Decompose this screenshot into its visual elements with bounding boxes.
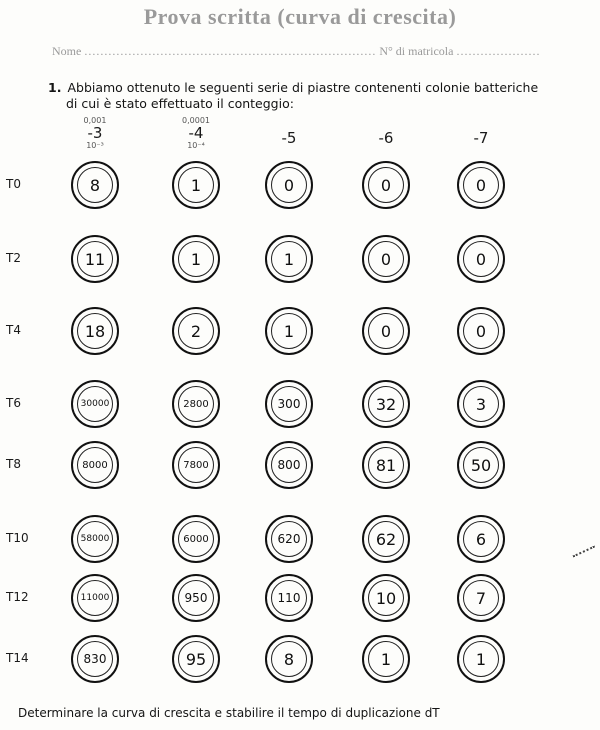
petri-plate bbox=[172, 635, 220, 683]
petri-plate bbox=[265, 515, 313, 563]
petri-plate bbox=[362, 515, 410, 563]
colony-count: 18 bbox=[77, 313, 113, 349]
colony-count: 8 bbox=[271, 641, 307, 677]
colony-count: 0 bbox=[463, 313, 499, 349]
petri-plate bbox=[172, 235, 220, 283]
petri-plate bbox=[457, 441, 505, 489]
colony-count: 1 bbox=[368, 641, 404, 677]
petri-plate bbox=[71, 235, 119, 283]
petri-plate bbox=[265, 380, 313, 428]
petri-plate bbox=[265, 635, 313, 683]
petri-plate bbox=[265, 307, 313, 355]
matricola-label: N° di matricola bbox=[379, 44, 454, 58]
colony-count: 8000 bbox=[77, 447, 113, 483]
colony-count: 8 bbox=[77, 167, 113, 203]
colony-count: 58000 bbox=[77, 521, 113, 557]
petri-plate bbox=[172, 380, 220, 428]
colony-count: 830 bbox=[77, 641, 113, 677]
petri-plate bbox=[265, 235, 313, 283]
page-title: Prova scritta (curva di crescita) bbox=[143, 4, 457, 29]
petri-plate bbox=[457, 574, 505, 622]
petri-plate bbox=[457, 161, 505, 209]
time-label: T0 bbox=[6, 177, 21, 191]
colony-count: 6 bbox=[463, 521, 499, 557]
petri-plate bbox=[172, 515, 220, 563]
petri-plate bbox=[265, 161, 313, 209]
question-text bbox=[48, 80, 568, 112]
colony-count: 0 bbox=[368, 241, 404, 277]
student-fields bbox=[52, 44, 572, 59]
colony-count: 0 bbox=[368, 313, 404, 349]
petri-plate bbox=[457, 515, 505, 563]
colony-count: 0 bbox=[271, 167, 307, 203]
colony-count: 620 bbox=[271, 521, 307, 557]
dilution-power-note: 10⁻³ bbox=[86, 141, 104, 150]
colony-count: 50 bbox=[463, 447, 499, 483]
colony-count: 7 bbox=[463, 580, 499, 616]
colony-count: 0 bbox=[463, 241, 499, 277]
column-header bbox=[166, 116, 226, 150]
footer-instruction: Determinare la curva di crescita e stabilire il tempo di duplicazione dT bbox=[18, 706, 440, 720]
matricola-field-dots: ..................... bbox=[456, 44, 541, 58]
pen-mark bbox=[573, 545, 600, 566]
time-label: T12 bbox=[6, 590, 29, 604]
column-header bbox=[65, 116, 125, 150]
petri-plate bbox=[71, 380, 119, 428]
time-label: T4 bbox=[6, 323, 21, 337]
dilution-exponent: -3 bbox=[87, 124, 103, 142]
column-header bbox=[259, 130, 319, 146]
petri-plate bbox=[457, 380, 505, 428]
colony-count: 1 bbox=[178, 241, 214, 277]
petri-plate bbox=[362, 307, 410, 355]
petri-plate bbox=[265, 441, 313, 489]
petri-plate bbox=[457, 235, 505, 283]
colony-count: 81 bbox=[368, 447, 404, 483]
colony-count: 1 bbox=[463, 641, 499, 677]
petri-plate bbox=[362, 380, 410, 428]
petri-plate bbox=[362, 235, 410, 283]
petri-plate bbox=[265, 574, 313, 622]
colony-count: 1 bbox=[271, 241, 307, 277]
time-label: T6 bbox=[6, 396, 21, 410]
colony-count: 950 bbox=[178, 580, 214, 616]
dilution-exponent: -5 bbox=[281, 129, 297, 147]
colony-count: 0 bbox=[463, 167, 499, 203]
question-line-1: Abbiamo ottenuto le seguenti serie di piastre contenenti colonie batteriche bbox=[67, 80, 539, 95]
petri-plate bbox=[172, 307, 220, 355]
petri-plate bbox=[362, 161, 410, 209]
petri-plate bbox=[362, 441, 410, 489]
petri-plate bbox=[71, 161, 119, 209]
colony-count: 10 bbox=[368, 580, 404, 616]
colony-count: 0 bbox=[368, 167, 404, 203]
petri-plate bbox=[71, 307, 119, 355]
dilution-exponent: -6 bbox=[378, 129, 394, 147]
colony-count: 1 bbox=[271, 313, 307, 349]
colony-count: 2800 bbox=[178, 386, 214, 422]
dilution-decimal-note: 0,001 bbox=[83, 116, 107, 125]
petri-plate bbox=[457, 307, 505, 355]
petri-plate bbox=[362, 635, 410, 683]
question-number: 1. bbox=[48, 80, 62, 95]
petri-plate bbox=[71, 574, 119, 622]
dilution-exponent: -4 bbox=[188, 124, 204, 142]
petri-plate bbox=[71, 515, 119, 563]
time-label: T14 bbox=[6, 651, 29, 665]
colony-count: 7800 bbox=[178, 447, 214, 483]
petri-plate bbox=[71, 635, 119, 683]
colony-count: 32 bbox=[368, 386, 404, 422]
petri-plate bbox=[172, 441, 220, 489]
dilution-decimal-note: 0,0001 bbox=[182, 116, 210, 125]
dilution-exponent: -7 bbox=[473, 129, 489, 147]
time-label: T8 bbox=[6, 457, 21, 471]
colony-count: 3 bbox=[463, 386, 499, 422]
time-label: T2 bbox=[6, 251, 21, 265]
colony-count: 800 bbox=[271, 447, 307, 483]
column-header bbox=[451, 130, 511, 146]
column-header bbox=[356, 130, 416, 146]
colony-count: 62 bbox=[368, 521, 404, 557]
colony-count: 2 bbox=[178, 313, 214, 349]
petri-plate bbox=[457, 635, 505, 683]
dilution-power-note: 10⁻⁴ bbox=[187, 141, 205, 150]
time-label: T10 bbox=[6, 531, 29, 545]
colony-count: 95 bbox=[178, 641, 214, 677]
colony-count: 1 bbox=[178, 167, 214, 203]
question-line-2: di cui è stato effettuato il conteggio: bbox=[66, 96, 294, 111]
colony-count: 300 bbox=[271, 386, 307, 422]
colony-count: 6000 bbox=[178, 521, 214, 557]
colony-count: 11 bbox=[77, 241, 113, 277]
colony-count: 110 bbox=[271, 580, 307, 616]
name-label: Nome bbox=[52, 44, 82, 58]
colony-count: 30000 bbox=[77, 386, 113, 422]
petri-plate bbox=[362, 574, 410, 622]
petri-plate bbox=[172, 574, 220, 622]
name-field-dots: ......................................................................... bbox=[84, 44, 377, 58]
petri-plate bbox=[71, 441, 119, 489]
colony-count: 11000 bbox=[77, 580, 113, 616]
petri-plate bbox=[172, 161, 220, 209]
